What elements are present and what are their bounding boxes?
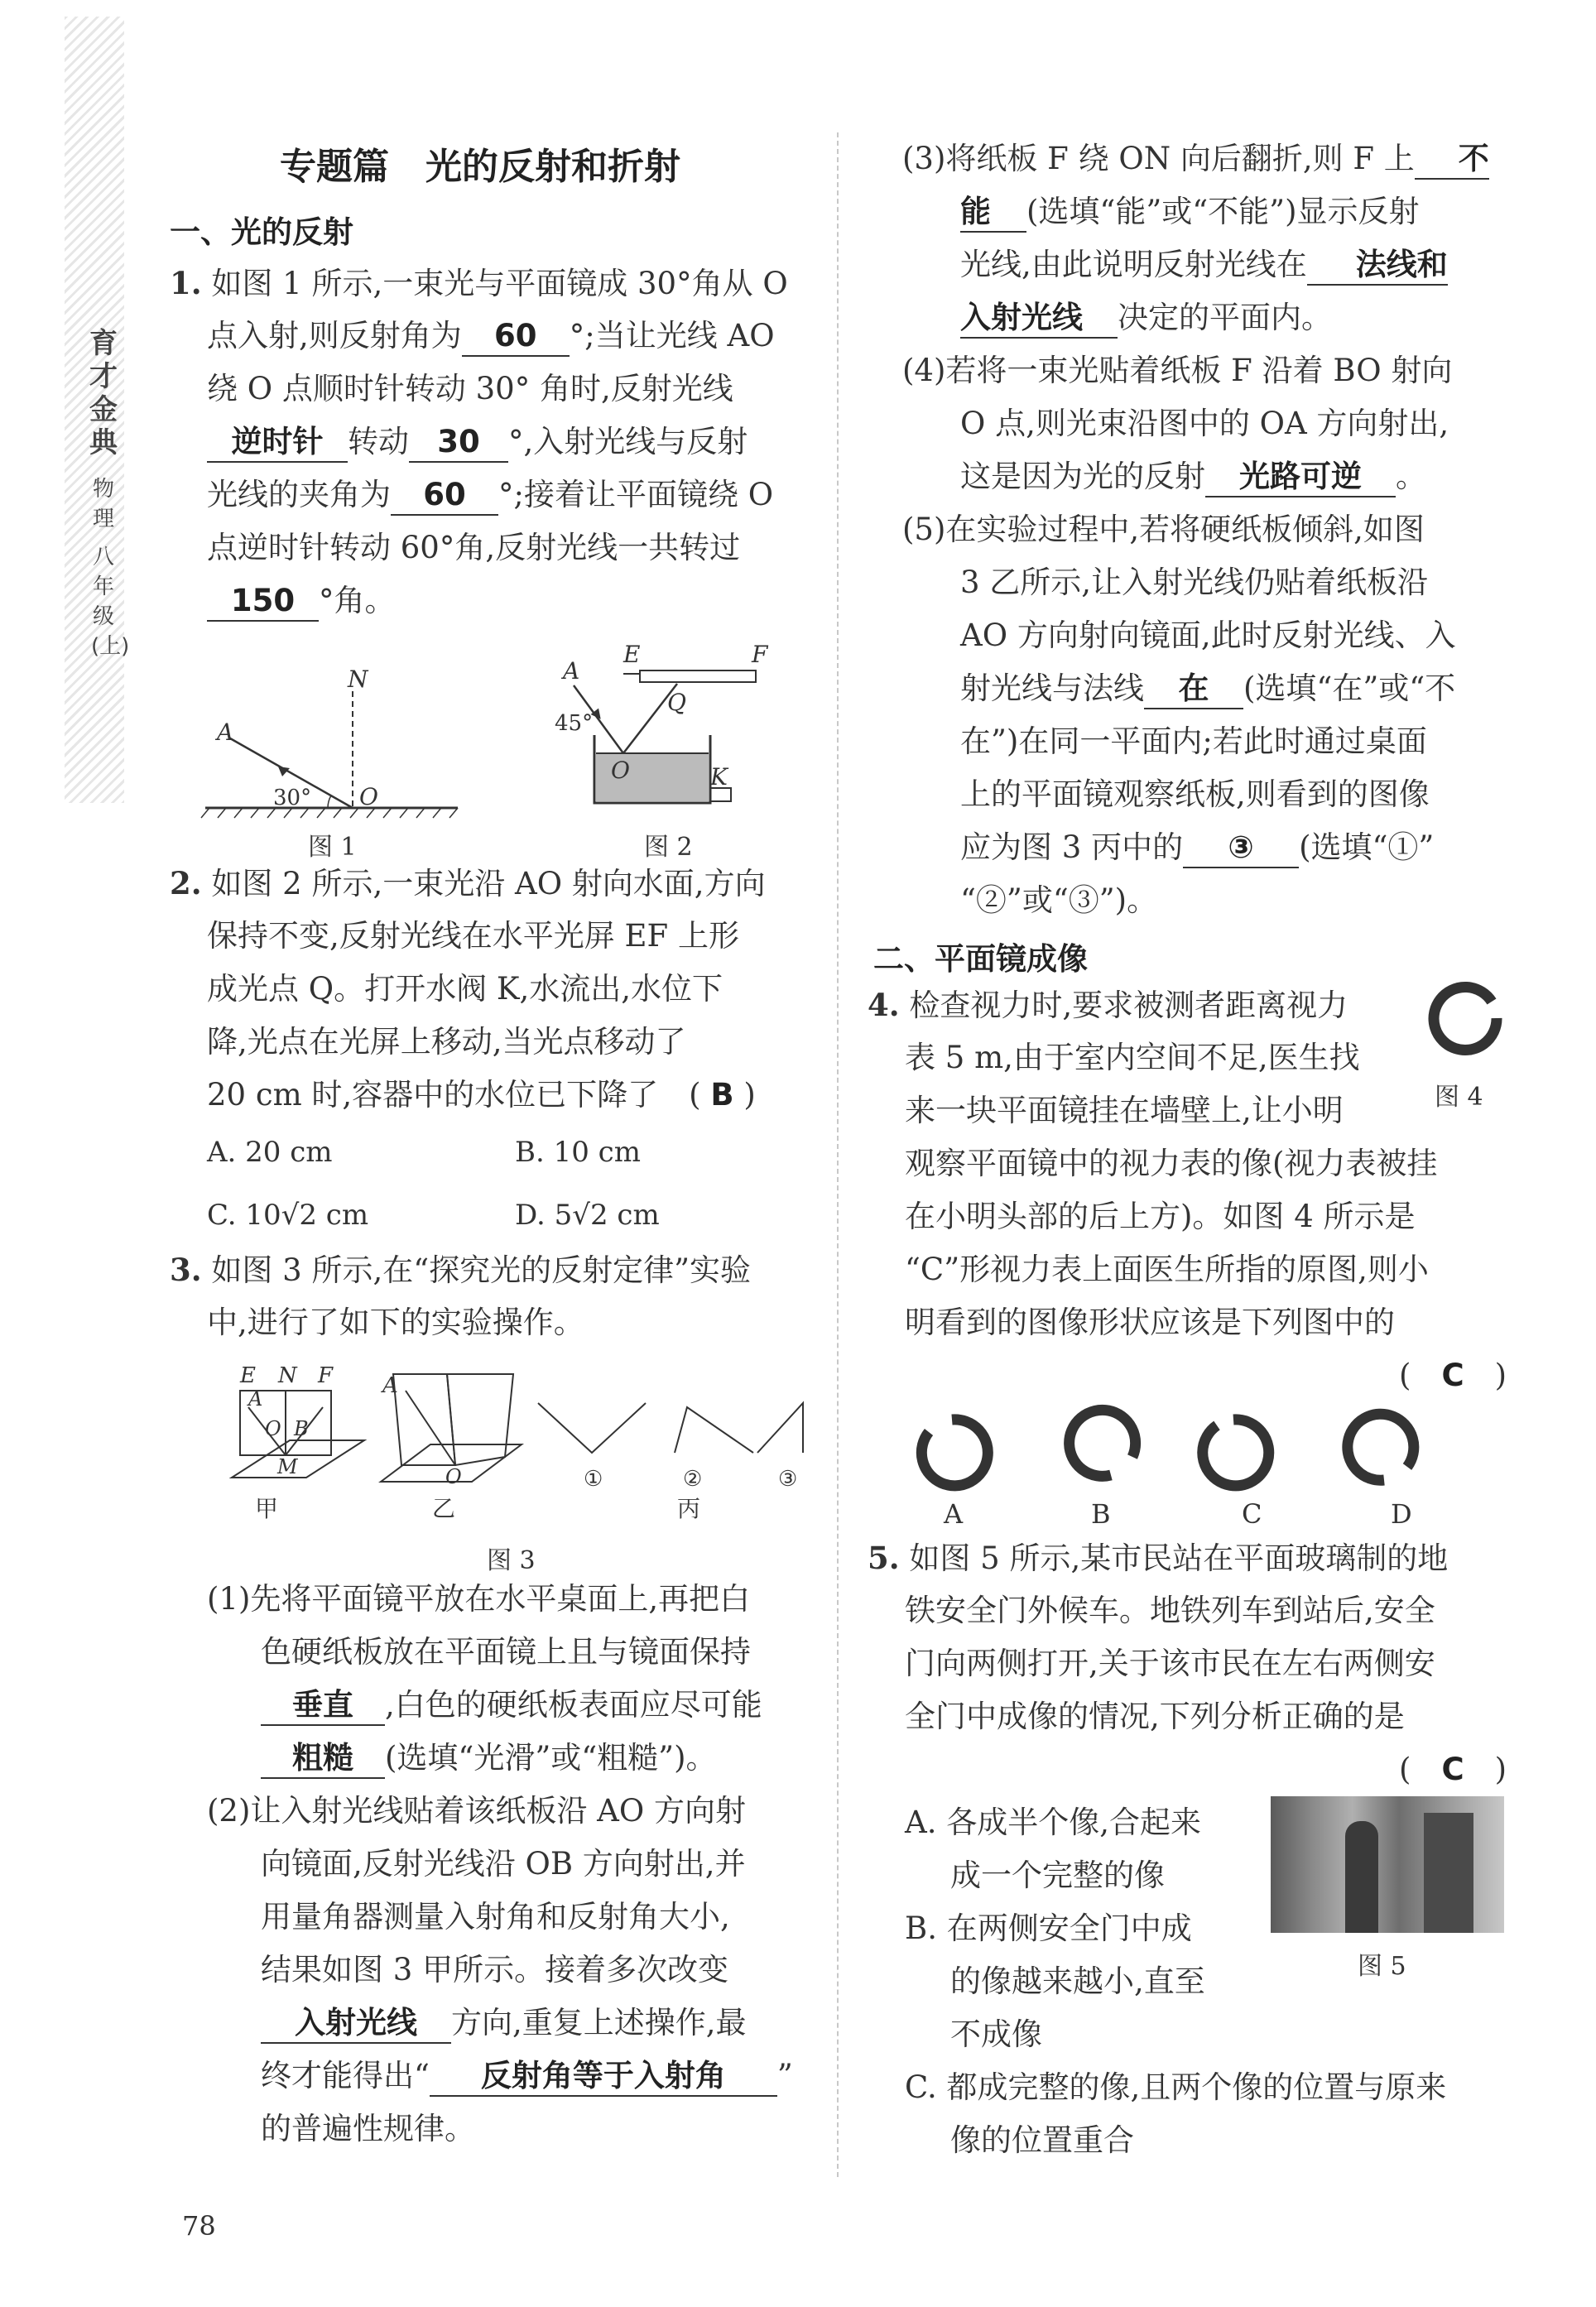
q3-answer5a: 不 — [1415, 140, 1489, 180]
q2-line2: 保持不变,反射光线在水平光屏 EF 上形 — [207, 918, 739, 954]
fig1-label-O: O — [359, 783, 378, 810]
q1-answer1: 60 — [462, 317, 570, 357]
q1-answer3: 30 — [409, 423, 508, 463]
q3-p2-line1: (2)让入射光线贴着该纸板沿 AO 方向射 — [207, 1793, 746, 1829]
q5-text1: 如图 5 所示,某市民站在平面玻璃制的地 — [909, 1540, 1449, 1576]
q5-answer-line — [1399, 1743, 1507, 1796]
fig3-label-F: F — [318, 1363, 334, 1388]
q4-close-paren: ) — [1494, 1358, 1507, 1393]
q3-p3-text2: (选填“能”或“不能”)显示反射 — [1026, 194, 1420, 229]
q3-p1-line2: 色硬纸板放在平面镜上且与镜面保持 — [261, 1634, 751, 1670]
q3-answer9: ③ — [1183, 829, 1299, 868]
fig1-hatching — [201, 808, 458, 818]
page-number: 78 — [182, 2210, 216, 2242]
fig3-label-E: E — [240, 1363, 256, 1388]
sidebar-grade: 八年级(上) — [91, 545, 130, 659]
q3-p3-line2 — [960, 185, 1420, 238]
q3-answer2: 粗糙 — [261, 1739, 385, 1779]
fig3-jia-mirror — [232, 1440, 364, 1478]
q2-close-paren: ) — [743, 1077, 756, 1113]
q3-p4-line1: (4)若将一束光贴着纸板 F 沿着 BO 射向 — [902, 353, 1453, 388]
figure-1-diagram — [205, 666, 462, 819]
q3-line2: 中,进行了如下的实验操作。 — [207, 1305, 584, 1340]
q5-line1 — [868, 1531, 1448, 1585]
q4-text1: 检查视力时,要求被测者距离视力 — [909, 988, 1348, 1023]
q5-open-paren: ( — [1399, 1752, 1411, 1787]
q5-option-b-line1: B. 在两侧安全门中成 — [905, 1910, 1192, 1946]
q3-p1-text4: (选填“光滑”或“粗糙”)。 — [385, 1740, 717, 1776]
q3-answer5b: 能 — [960, 193, 1026, 233]
fig1-angle-arc — [328, 795, 331, 808]
section-heading-reflection: 一、光的反射 — [170, 214, 353, 250]
q3-p1-line3 — [261, 1679, 762, 1732]
q1-text1: 如图 1 所示,一束光与平面镜成 30°角从 O — [211, 266, 788, 301]
q4-option-b-ring — [1070, 1410, 1136, 1476]
q2-option-a: A. 20 cm — [207, 1136, 333, 1169]
fig2-label-A: A — [563, 657, 580, 685]
q3-p5-line7 — [960, 821, 1434, 874]
q1-text2a: 点入射,则反射角为 — [207, 318, 462, 353]
fig2-label-angle: 45° — [555, 711, 594, 736]
q2-option-c: C. 10√2 cm — [207, 1199, 369, 1232]
q3-p5-text4b: (选填“在”或“不 — [1243, 670, 1456, 706]
fig3-yi-board-right — [447, 1374, 513, 1465]
fig2-label-F: F — [752, 641, 768, 668]
q1-line1 — [170, 257, 788, 310]
q4-line1 — [868, 978, 1348, 1032]
q3-p2-line2: 向镜面,反射光线沿 OB 方向射出,并 — [261, 1846, 746, 1882]
q2-line1 — [170, 857, 766, 911]
fig3-label-circle2: ② — [683, 1467, 703, 1492]
q1-line2 — [207, 310, 775, 363]
q3-answer6b: 入射光线 — [960, 299, 1118, 339]
fig1-label-angle: 30° — [273, 786, 312, 810]
q3-line1 — [170, 1243, 751, 1297]
fig2-caption: 图 2 — [644, 833, 693, 862]
q3-p2-line4: 结果如图 3 甲所示。接着多次改变 — [261, 1952, 729, 1987]
fig3-label-A2: A — [382, 1373, 398, 1398]
fig3-label-N: N — [278, 1363, 297, 1388]
q1-text4b: °,入射光线与反射 — [508, 424, 748, 459]
q1-text5a: 光线的夹角为 — [207, 477, 391, 512]
q3-p2-line5 — [261, 1997, 747, 2050]
q4-answer: C — [1441, 1358, 1464, 1393]
q2-option-d: D. 5√2 cm — [515, 1199, 660, 1232]
fig1-caption: 图 1 — [308, 833, 357, 862]
fig1-label-A: A — [217, 719, 234, 746]
sidebar-subject: 物理 — [92, 477, 114, 531]
fig3-label-circle1: ① — [584, 1467, 603, 1492]
q3-p1-text3: ,白色的硬纸板表面应尽可能 — [385, 1687, 762, 1723]
q4-options-figure — [919, 1407, 1498, 1531]
q5-answer: C — [1441, 1752, 1464, 1787]
q3-p3-text1a: (3)将纸板 F 绕 ON 向后翻折,则 F 上 — [902, 141, 1415, 176]
fig3-bing-option3 — [757, 1403, 803, 1453]
q1-line6: 点逆时针转动 60°角,反射光线一共转过 — [207, 530, 741, 565]
q1-text7: °角。 — [319, 583, 396, 618]
fig3-bing-option1 — [538, 1403, 646, 1453]
q1-line4 — [207, 416, 748, 469]
q3-p2-text6b: ” — [776, 2058, 793, 2093]
q3-answer8: 在 — [1144, 670, 1243, 709]
q3-p1-line4 — [261, 1732, 717, 1785]
fig3-label-yi: 乙 — [432, 1495, 456, 1522]
q3-p2-line3: 用量角器测量入射角和反射角大小, — [261, 1899, 730, 1935]
fig3-label-jia: 甲 — [255, 1495, 279, 1522]
q4-open-paren: ( — [1399, 1358, 1411, 1393]
q4-option-a-ring — [921, 1420, 988, 1486]
q3-p4-line3 — [960, 450, 1426, 503]
q4-option-d-ring — [1348, 1414, 1414, 1480]
q1-line7 — [207, 574, 396, 627]
q5-option-b-line3: 不成像 — [950, 2016, 1042, 2052]
fig3-caption: 图 3 — [487, 1546, 536, 1575]
q3-p2-text5: 方向,重复上述操作,最 — [451, 2005, 747, 2040]
fig3-label-bing: 丙 — [677, 1495, 701, 1522]
fig3-label-O2: O — [445, 1465, 462, 1488]
fig2-label-Q: Q — [667, 689, 686, 716]
q3-p4-text3a: 这是因为光的反射 — [960, 459, 1205, 494]
q3-number: 3. — [170, 1252, 202, 1288]
q3-answer3: 入射光线 — [261, 2004, 451, 2044]
figure-3-diagram — [207, 1358, 811, 1522]
q1-line5 — [207, 469, 773, 521]
q3-p2-line6 — [261, 2050, 793, 2103]
q3-answer1: 垂直 — [261, 1686, 385, 1726]
q2-text1: 如图 2 所示,一束光沿 AO 射向水面,方向 — [211, 866, 766, 901]
q3-p5-line1: (5)在实验过程中,若将硬纸板倾斜,如图 — [902, 512, 1425, 547]
q3-p5-line4 — [960, 662, 1455, 715]
q3-p1-line1: (1)先将平面镜平放在水平桌面上,再把白 — [207, 1581, 751, 1617]
fig3-yi-incident — [406, 1391, 455, 1465]
q4-option-b-label: B — [1091, 1498, 1111, 1530]
q3-answer4: 反射角等于入射角 — [430, 2057, 777, 2097]
q4-option-c-ring — [1203, 1420, 1269, 1486]
q4-line6: “C”形视力表上面医生所指的原图,则小 — [905, 1252, 1429, 1287]
fig2-label-E: E — [623, 641, 641, 668]
q3-p3-text3a: 光线,由此说明反射光线在 — [960, 247, 1307, 282]
fig3-bing-option2 — [675, 1407, 753, 1453]
fig3-label-A1: A — [248, 1387, 263, 1411]
q2-answer: B — [710, 1077, 734, 1113]
q3-p2-text6a: 终才能得出“ — [261, 2058, 430, 2093]
q1-text2b: °;当让光线 AO — [569, 318, 775, 353]
q5-option-c-line1: C. 都成完整的像,且两个像的位置与原来 — [905, 2069, 1447, 2105]
q3-p5-text7a: 应为图 3 丙中的 — [960, 829, 1184, 865]
q2-line4: 降,光点在光屏上移动,当光点移动了 — [207, 1024, 686, 1060]
q5-close-paren: ) — [1494, 1752, 1507, 1787]
q4-line2: 表 5 m,由于室内空间不足,医生找 — [905, 1040, 1360, 1075]
q3-p5-text4a: 射光线与法线 — [960, 670, 1144, 706]
q1-answer2: 逆时针 — [207, 423, 348, 463]
q5-option-a-line1: A. 各成半个像,合起来 — [905, 1805, 1202, 1840]
q3-p5-line3: AO 方向射向镜面,此时反射光线、入 — [960, 618, 1456, 653]
q1-answer4: 60 — [391, 476, 498, 516]
q3-p4-text3b: 。 — [1396, 459, 1426, 494]
q5-option-b-line2: 的像越来越小,直至 — [950, 1963, 1205, 1999]
q4-number: 4. — [868, 987, 900, 1023]
q2-line3: 成光点 Q。打开水阀 K,水流出,水位下 — [207, 971, 723, 1007]
q3-p3-line3 — [960, 238, 1448, 291]
fig3-label-O1: O — [265, 1417, 281, 1440]
q4-option-c-label: C — [1242, 1498, 1262, 1530]
fig5-person-silhouette — [1345, 1821, 1378, 1933]
q4-line3: 来一块平面镜挂在墙壁上,让小明 — [905, 1093, 1344, 1128]
q3-p5-line8: “②”或“③”)。 — [960, 882, 1158, 918]
fig2-screen — [640, 670, 756, 682]
q5-number: 5. — [868, 1540, 900, 1576]
q4-line4: 观察平面镜中的视力表的像(视力表被挂 — [905, 1146, 1438, 1181]
q3-p3-text4: 决定的平面内。 — [1118, 300, 1332, 335]
q4-option-a-label: A — [944, 1498, 964, 1530]
fig4-caption: 图 4 — [1435, 1083, 1483, 1112]
q1-answer5: 150 — [207, 582, 319, 622]
figure-2-diagram — [553, 637, 801, 819]
q1-text4a: 转动 — [348, 424, 409, 459]
q3-p4-line2: O 点,则光束沿图中的 OA 方向射出, — [960, 406, 1449, 441]
q5-option-a-line2: 成一个完整的像 — [950, 1858, 1165, 1893]
q3-text1: 如图 3 所示,在“探究光的反射定律”实验 — [211, 1252, 752, 1288]
q3-p5-text7b: (选填“①” — [1299, 829, 1435, 865]
q3-p3-line1 — [902, 132, 1489, 185]
q3-p5-line2: 3 乙所示,让入射光线仍贴着纸板沿 — [960, 565, 1429, 600]
sidebar — [86, 327, 130, 661]
figure-4-c-symbol — [1425, 983, 1508, 1066]
page-title: 专题篇 光的反射和折射 — [280, 146, 680, 188]
q3-p5-line5: 在”)在同一平面内;若此时通过桌面 — [960, 723, 1427, 759]
q3-answer6a: 法线和 — [1307, 246, 1448, 286]
q4-line7: 明看到的图像形状应该是下列图中的 — [905, 1305, 1395, 1340]
q4-option-d-label: D — [1391, 1498, 1412, 1530]
q4-answer-line — [1399, 1349, 1507, 1402]
q1-number: 1. — [170, 265, 202, 301]
q3-answer7: 光路可逆 — [1205, 458, 1396, 497]
fig3-label-B: B — [294, 1417, 309, 1440]
fig2-label-K: K — [710, 763, 728, 791]
q3-p5-line6: 上的平面镜观察纸板,则看到的图像 — [960, 776, 1430, 812]
sidebar-brand: 育才金典 — [89, 327, 118, 459]
fig5-caption: 图 5 — [1358, 1952, 1406, 1981]
q5-option-c-line2: 像的位置重合 — [950, 2122, 1134, 2158]
q4-line5: 在小明头部的后上方)。如图 4 所示是 — [905, 1199, 1416, 1234]
q1-line3: 绕 O 点顺时针转动 30° 角时,反射光线 — [207, 371, 733, 406]
fig1-label-N: N — [348, 666, 368, 693]
q2-line5 — [207, 1069, 756, 1122]
q2-number: 2. — [170, 865, 202, 901]
fig3-label-circle3: ③ — [778, 1467, 798, 1492]
q1-text5b: °;接着让平面镜绕 O — [498, 477, 774, 512]
q3-p2-line7: 的普遍性规律。 — [261, 2111, 475, 2146]
q5-line3: 门向两侧打开,关于该市民在左右两侧安 — [905, 1646, 1435, 1681]
q2-option-b: B. 10 cm — [515, 1136, 641, 1169]
fig5-photo — [1271, 1796, 1504, 1933]
fig5-door-panel — [1424, 1813, 1473, 1933]
fig3-label-M: M — [277, 1455, 298, 1478]
q5-line2: 铁安全门外候车。地铁列车到站后,安全 — [905, 1593, 1435, 1628]
fig2-label-O: O — [611, 757, 630, 784]
q3-p3-line4 — [960, 291, 1332, 344]
q2-text5: 20 cm 时,容器中的水位已下降了 ( — [207, 1077, 701, 1113]
fig4-c-ring — [1434, 987, 1497, 1050]
section-heading-mirror: 二、平面镜成像 — [873, 941, 1088, 977]
column-divider — [837, 132, 839, 2177]
q5-line4: 全门中成像的情况,下列分析正确的是 — [905, 1699, 1405, 1734]
